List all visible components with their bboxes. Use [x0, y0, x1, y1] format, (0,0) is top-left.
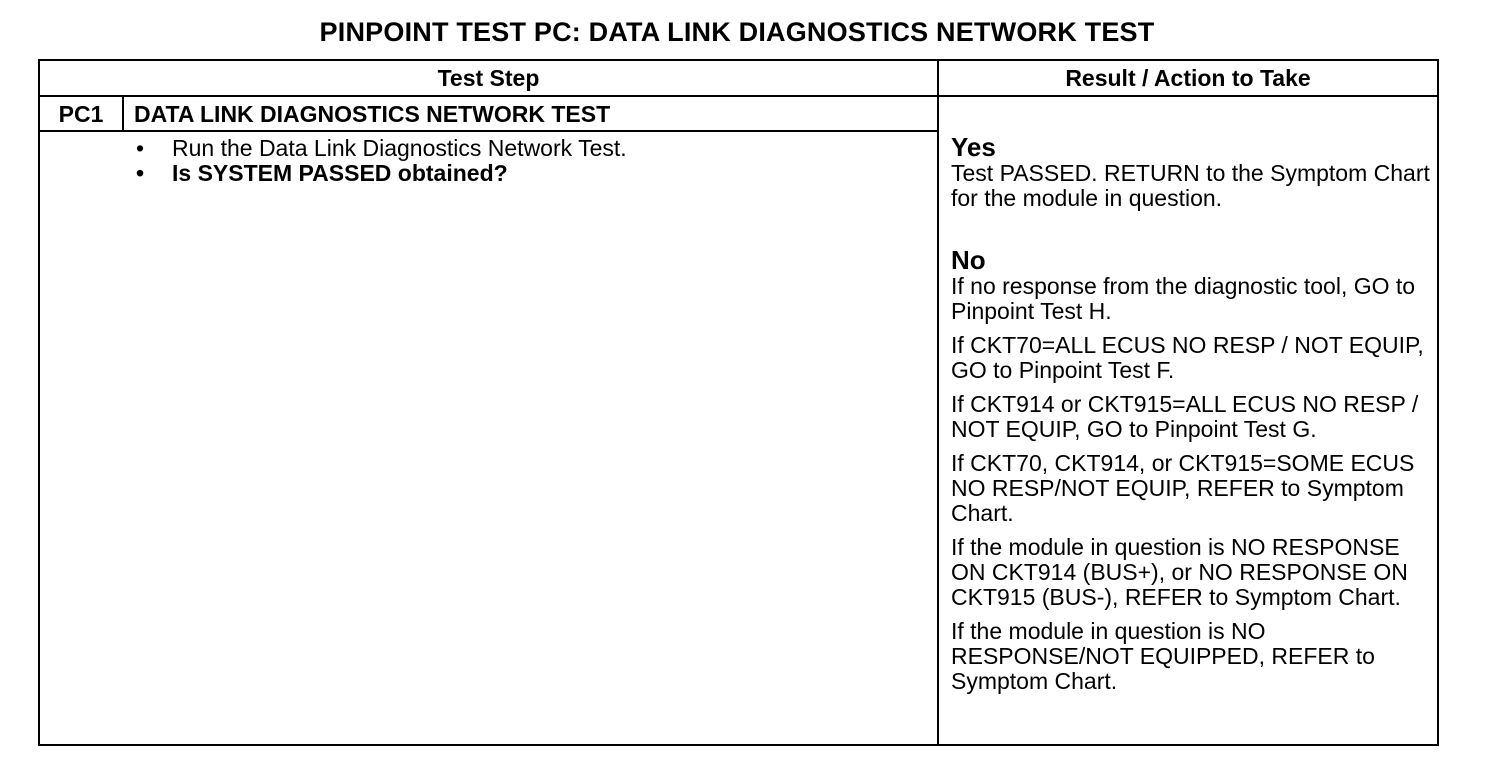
bullet-icon: • [136, 160, 145, 186]
no-heading: No [951, 245, 986, 275]
page-title: PINPOINT TEST PC: DATA LINK DIAGNOSTICS NETWORK TEST [319, 17, 1155, 47]
no-action-item: If no response from the diagnostic tool, GO to Pinpoint Test H. [951, 273, 1416, 324]
no-action-item: If the module in question is NO RESPONSE ON CKT914 (BUS+), or NO RESPONSE ON CKT915 (BUS-), REFER to Symptom Chart. [951, 534, 1408, 610]
step-title: DATA LINK DIAGNOSTICS NETWORK TEST [134, 101, 611, 127]
no-action-item: If CKT914 or CKT915=ALL ECUS NO RESP / NOT EQUIP, GO to Pinpoint Test G. [951, 391, 1419, 442]
bullet-icon: • [136, 135, 145, 161]
pinpoint-test-table [38, 59, 1439, 746]
question-text: Is SYSTEM PASSED obtained? [172, 160, 508, 186]
list-item [134, 136, 924, 161]
step-instructions [134, 136, 924, 186]
column-header-test-step: Test Step [437, 65, 540, 91]
list-item [134, 161, 924, 186]
no-action-item: If CKT70=ALL ECUS NO RESP / NOT EQUIP, GO to Pinpoint Test F. [951, 332, 1424, 383]
step-id: PC1 [58, 101, 104, 127]
header-divider [40, 95, 1437, 97]
yes-action-text: Test PASSED. RETURN to the Symptom Chart for the module in question. [951, 160, 1430, 211]
result-actions [951, 133, 1431, 703]
no-action-item: If CKT70, CKT914, or CKT915=SOME ECUS NO RESP/NOT EQUIP, REFER to Symptom Chart. [951, 450, 1415, 526]
column-header-result: Result / Action to Take [1065, 65, 1311, 91]
no-action-item: If the module in question is NO RESPONSE/NOT EQUIPPED, REFER to Symptom Chart. [951, 618, 1375, 694]
step-title-divider [40, 130, 938, 132]
column-divider [937, 61, 939, 744]
instruction-text: Run the Data Link Diagnostics Network Test. [172, 135, 627, 161]
yes-heading: Yes [951, 132, 996, 162]
step-id-divider [122, 95, 124, 131]
